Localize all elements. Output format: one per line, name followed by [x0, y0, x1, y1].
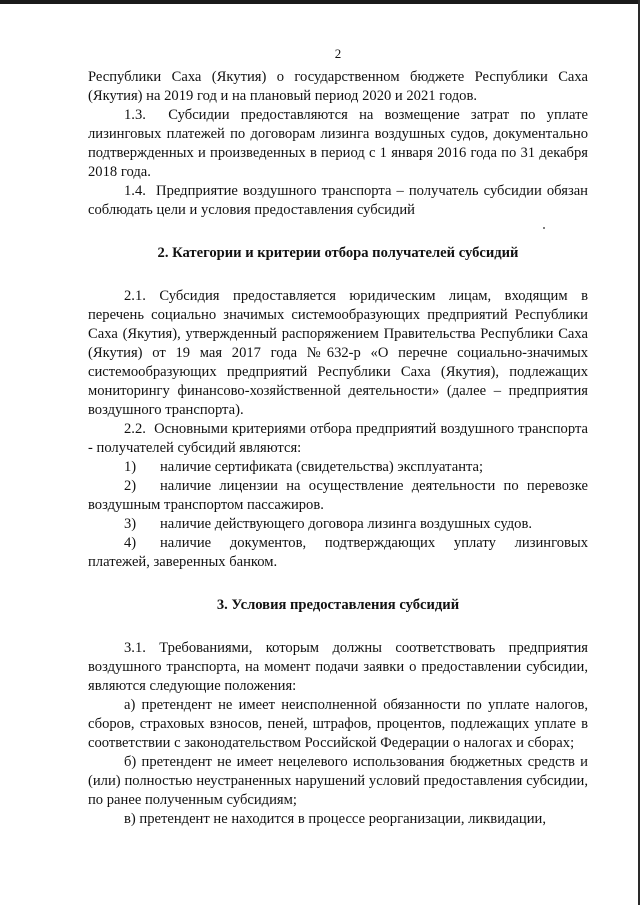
paragraph-2-1: 2.1. Субсидия предоставляется юридическим лицам, входящим в перечень социально значимых системообразующих предприятий Республики Саха (Якутия), утвержденный распоряжением Правительства Республики Саха (Якутия) от 19 мая 2017 года №632-р «О перечне социально-значимых системообразующих предприятий Республики Саха (Якутия), подлежащих мониторингу финансово-хозяйственной деятельности» (далее – предприятия воздушного транспорта). [88, 288, 588, 418]
paragraph-3-1: 3.1. Требованиями, которым должны соответствовать предприятия воздушного транспорта, на момент подачи заявки о предоставлении субсидии, являются следующие положения: [88, 640, 588, 694]
list-item [88, 534, 588, 572]
scan-top-edge [0, 0, 640, 4]
condition-item-a: а) претендент не имеет неисполненной обязанности по уплате налогов, сборов, страховых взносов, пеней, штрафов, процентов, подлежащих уплате в соответствии с законодательством Российской Федерации о налогах и сборах; [88, 697, 588, 751]
list-item-number: 3) [124, 516, 137, 532]
list-item [88, 515, 588, 534]
list-item-text: наличие документов, подтверждающих уплату лизинговых платежей, заверенных банком. [88, 535, 588, 570]
condition-item-b: б) претендент не имеет нецелевого использования бюджетных средств и (или) полностью неустраненных нарушений условий предоставления субсидии, по ранее полученным субсидиям; [88, 754, 588, 808]
paragraph-intro-continuation: Республики Саха (Якутия) о государственном бюджете Республики Саха (Якутия) на 2019 год и на плановый период 2020 и 2021 годов. [88, 69, 588, 104]
section-3-heading: 3. Условия предоставления субсидий [216, 597, 460, 613]
list-item [88, 477, 588, 515]
list-item-number: 1) [124, 459, 137, 475]
list-item [88, 458, 588, 477]
paragraph-2-2: 2.2. Основными критериями отбора предприятий воздушного транспорта - получателей субсидий являются: [88, 421, 588, 456]
list-item-text: наличие лицензии на осуществление деятельности по перевозке воздушным транспортом пассажиров. [88, 478, 588, 513]
list-item-text: наличие действующего договора лизинга воздушных судов. [160, 516, 532, 532]
paragraph-1-3: 1.3. Субсидии предоставляются на возмещение затрат по уплате лизинговых платежей по договорам лизинга воздушных судов, документально подтвержденных и произведенных в период с 1 января 2016 года по 31 декабря 2018 года. [88, 107, 588, 180]
list-item-number: 2) [124, 478, 137, 494]
section-2-heading: 2. Категории и критерии отбора получателей субсидий [157, 245, 519, 261]
document-body [88, 68, 588, 829]
paragraph-1-4: 1.4. Предприятие воздушного транспорта – получатель субсидии обязан соблюдать цели и условия предоставления субсидий [88, 183, 588, 218]
list-item-number: 4) [124, 535, 137, 551]
page-number: 2 [334, 46, 342, 61]
list-item-text: наличие сертификата (свидетельства) эксплуатанта; [160, 459, 484, 475]
condition-item-c: в) претендент не находится в процессе реорганизации, ликвидации, [124, 811, 546, 827]
